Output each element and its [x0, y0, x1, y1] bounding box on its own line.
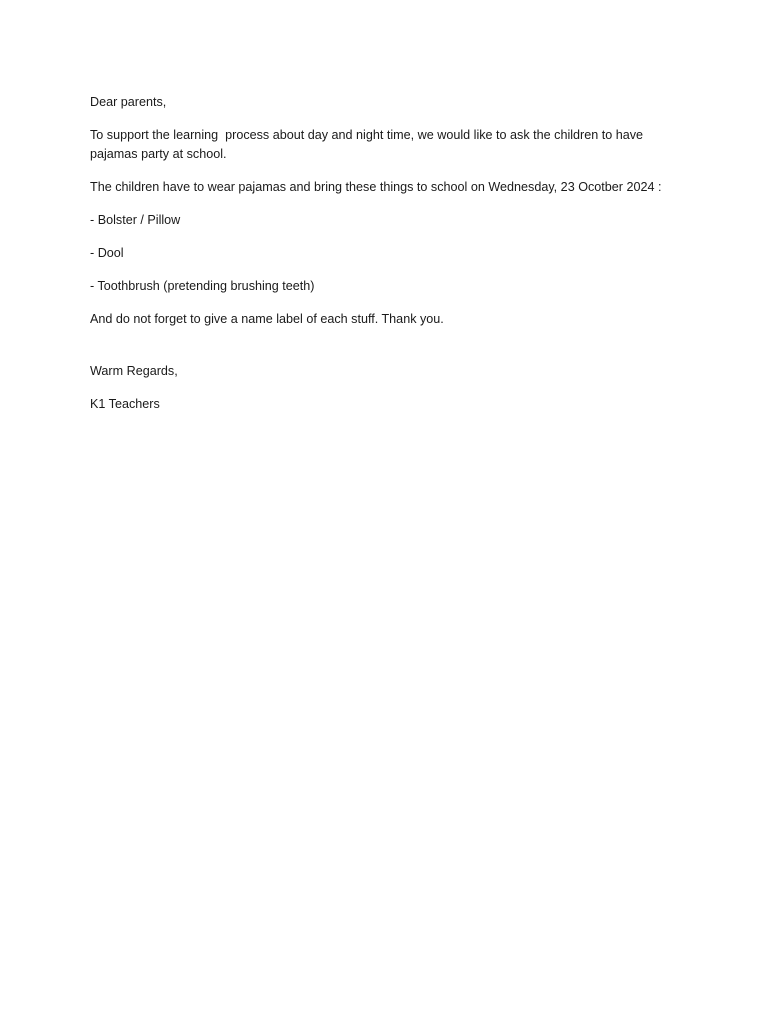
instruction-paragraph: The children have to wear pajamas and bring these things to school on Wednesday, 23 Ocotber 2024 :	[90, 180, 662, 194]
salutation: Dear parents,	[90, 95, 167, 109]
list-item: - Toothbrush (pretending brushing teeth)	[90, 279, 315, 293]
intro-paragraph: To support the learning process about day and night time, we would like to ask the children to have pajamas party at school.	[90, 128, 647, 161]
signature: K1 Teachers	[90, 397, 160, 411]
reminder-paragraph: And do not forget to give a name label of each stuff. Thank you.	[90, 312, 444, 326]
letter-body	[90, 93, 680, 428]
list-item: - Dool	[90, 246, 124, 260]
list-item: - Bolster / Pillow	[90, 213, 181, 227]
closing: Warm Regards,	[90, 364, 178, 378]
